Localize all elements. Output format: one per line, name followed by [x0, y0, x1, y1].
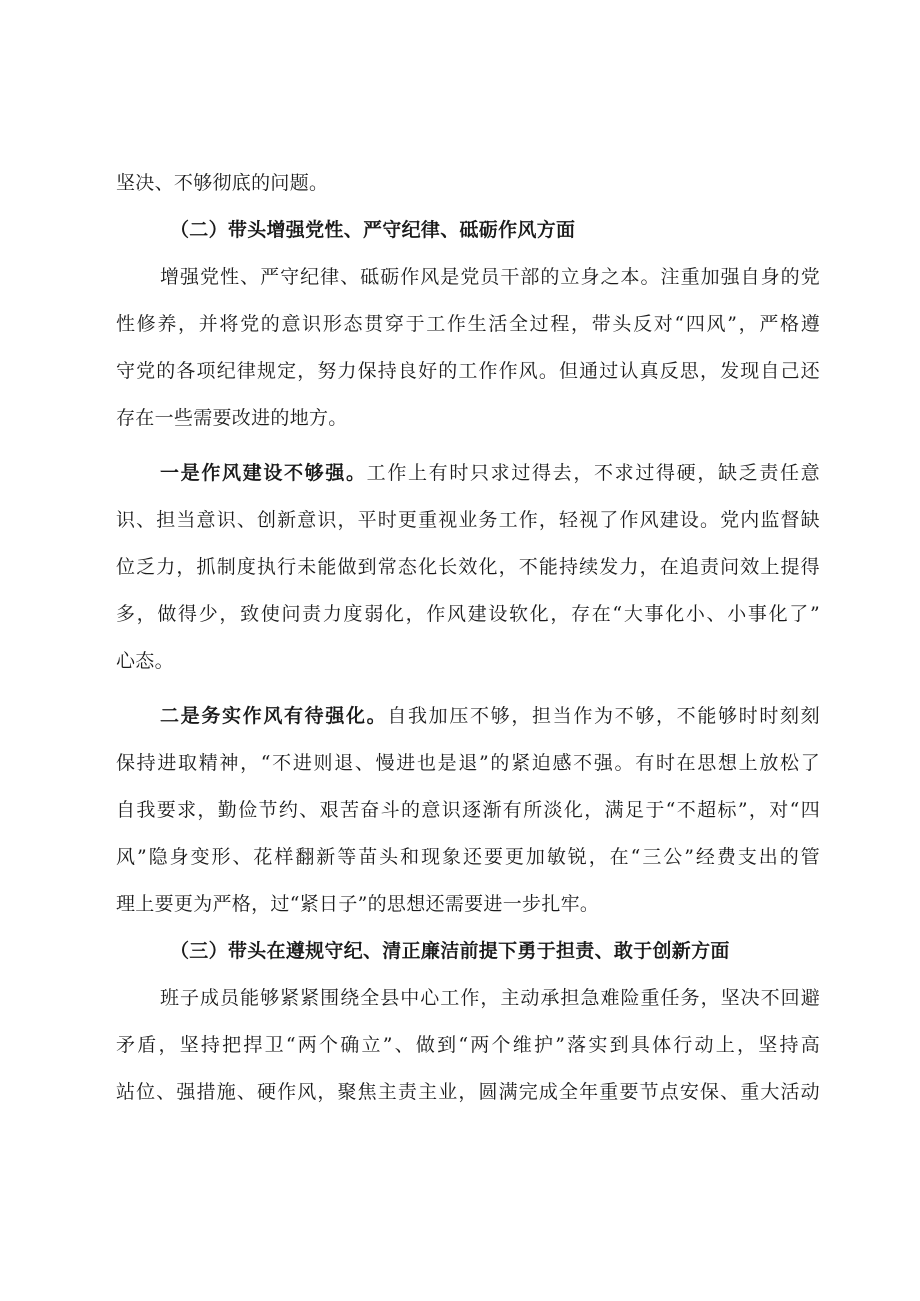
- body-line-with-lead: [116, 450, 820, 497]
- body-line: 位乏力，抓制度执行未能做到常态化长效化，不能持续发力，在追责问效上提得: [116, 556, 820, 578]
- section-heading-2: （二）带头增强党性、严守纪律、砥砺作风方面: [170, 219, 576, 241]
- body-line: 多，做得少，致使问责力度弱化，作风建设软化，存在“大事化小、小事化了”: [116, 603, 820, 625]
- body-line: 班子成员能够紧紧围绕全县中心工作，主动承担急难险重任务，坚决不回避: [160, 987, 820, 1009]
- body-line-with-lead: [116, 693, 820, 740]
- paragraph-lead: 二是务实作风有待强化。: [160, 705, 388, 727]
- document-body: [116, 160, 820, 1116]
- body-line: 自我要求，勤俭节约、艰苦奋斗的意识逐渐有所淡化，满足于“不超标”，对“四: [116, 799, 820, 821]
- body-line: 守党的各项纪律规定，努力保持良好的工作作风。但通过认真反思，发现自己还: [116, 360, 820, 382]
- section-heading-3: （三）带头在遵规守纪、清正廉洁前提下勇于担责、敢于创新方面: [170, 940, 730, 962]
- body-line: 坚决、不够彻底的问题。: [116, 172, 329, 194]
- body-line: 识、担当意识、创新意识，平时更重视业务工作，轻视了作风建设。党内监督缺: [116, 509, 820, 531]
- body-line: 增强党性、严守纪律、砥砺作风是党员干部的立身之本。注重加强自身的党: [160, 266, 820, 288]
- body-line: 存在一些需要改进的地方。: [116, 407, 348, 429]
- body-line: 矛盾，坚持把捍卫“两个确立”、做到“两个维护”落实到具体行动上，坚持高: [116, 1034, 820, 1056]
- body-line: 保持进取精神，“不进则退、慢进也是退”的紧迫感不强。有时在思想上放松了: [116, 752, 820, 774]
- paragraph-lead: 一是作风建设不够强。: [160, 462, 367, 484]
- body-line: 性修养，并将党的意识形态贯穿于工作生活全过程，带头反对“四风”，严格遵: [116, 313, 820, 335]
- body-line: 理上要更为严格，过“紧日子”的思想还需要进一步扎牢。: [116, 893, 600, 915]
- body-text: 工作上有时只求过得去，不求过得硬，缺乏责任意: [366, 462, 820, 484]
- body-line: 心态。: [116, 650, 174, 672]
- body-line: 风”隐身变形、花样翻新等苗头和现象还要更加敏锐，在“三公”经费支出的管: [116, 846, 820, 868]
- body-text: 自我加压不够，担当作为不够，不能够时时刻刻: [387, 705, 820, 727]
- body-line: 站位、强措施、硬作风，聚焦主责主业，圆满完成全年重要节点安保、重大活动: [116, 1081, 820, 1103]
